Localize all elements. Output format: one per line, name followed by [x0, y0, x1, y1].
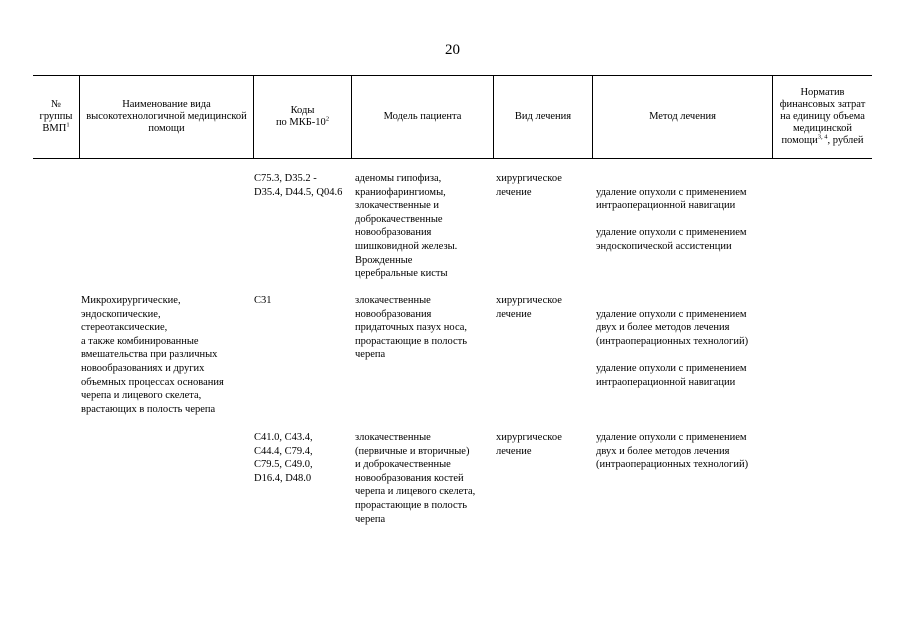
table-row-2-method: удаление опухоли с применением двух и более методов лечения (интраоперационных технологий) удаление опухоли с применением интраоперационной навигации [596, 308, 749, 388]
table-row-3-codes: C41.0, C43.4, C44.4, C79.4, C79.5, C49.0, D16.4, D48.0 [254, 432, 313, 484]
table-row-2-treatment-type: хирургическое лечение [496, 295, 562, 320]
header-treatment-type: Вид лечения [514, 111, 572, 122]
header-group-number: № группы ВМП$^1$ [39, 99, 73, 134]
table-row-1-codes: C75.3, D35.2 - D35.4, D44.5, Q04.6 [254, 173, 343, 198]
table-row-1-treatment-type: хирургическое лечение [496, 173, 562, 198]
header-financial-norm: Норматив финансовых затрат на единицу объема медицинской помощи$^{3, 4}$, рублей [779, 87, 866, 146]
header-icd-codes: Коды по МКБ-$10^2$ [275, 105, 330, 128]
table-row-3-patient-model: злокачественные (первичные и вторичные) и доброкачественные новообразования костей черепа и лицевого скелета, прорастающие в полость черепа [355, 432, 476, 525]
table-row-3-method: удаление опухоли с применением двух и более методов лечения (интраоперационных технологий) [596, 432, 749, 471]
table-row-2-codes: C31 [254, 295, 272, 306]
header-treatment-method: Метод лечения [649, 111, 716, 122]
table-header-bottom-rule [33, 158, 872, 159]
header-care-type-name: Наименование вида высокотехнологичной медицинской помощи [86, 99, 247, 134]
table-row-1-method: удаление опухоли с применением интраоперационной навигации удаление опухоли с применением эндоскопической ассистенции [596, 186, 747, 252]
page-number: 20 [445, 42, 460, 58]
table-row-2-patient-model: злокачественные новообразования придаточных пазух носа, прорастающие в полость черепа [355, 295, 468, 361]
table-row-2-care-type-name: Микрохирургические, эндоскопические, стереотаксические, а также комбинированные вмешательства при различных новообразованиях и других объемных процессах основания черепа и лицевого скелета, врастающих в полость черепа [81, 295, 224, 415]
table-row-1-patient-model: аденомы гипофиза, краниофарингиомы, злокачественные и доброкачественные новообразования шишковидной железы. Врожденные церебральные кисты [355, 173, 458, 280]
header-patient-model: Модель пациента [383, 111, 462, 122]
table-row-3-treatment-type: хирургическое лечение [496, 432, 562, 457]
